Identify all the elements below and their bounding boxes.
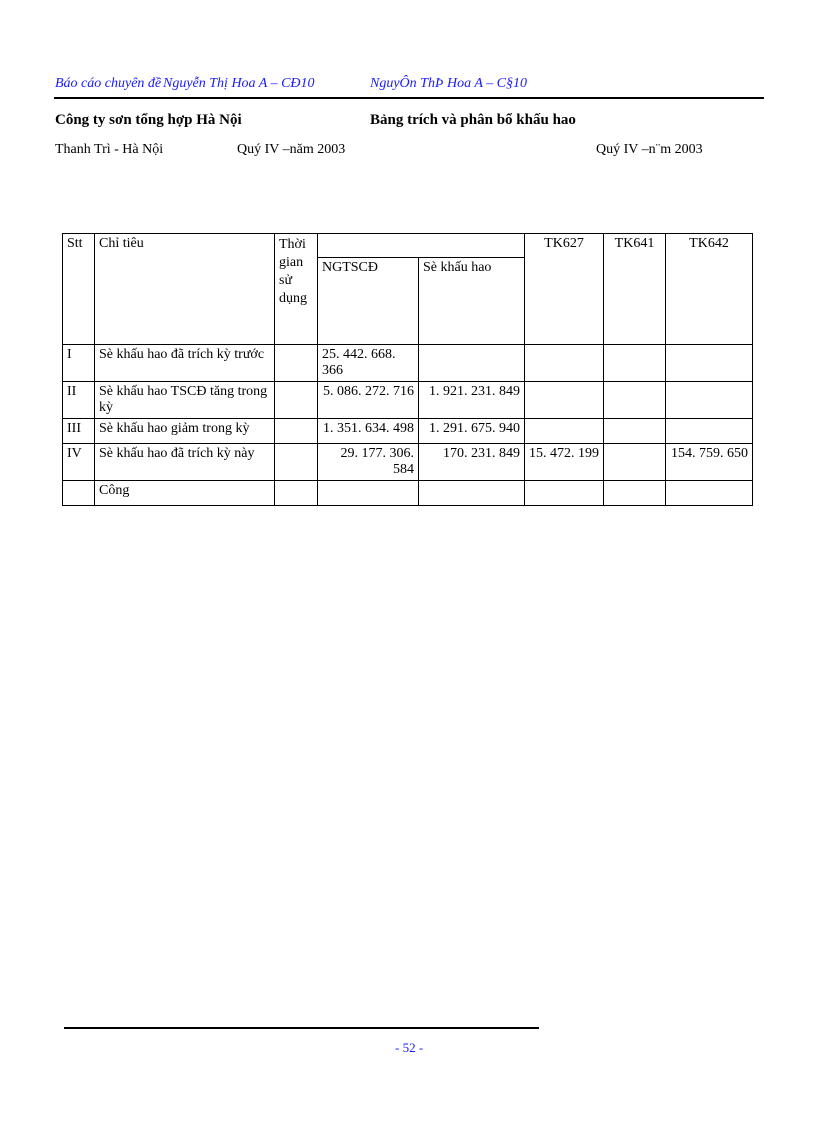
cell-ngtscd	[318, 481, 419, 506]
cell-tk641	[604, 444, 666, 481]
table-row	[63, 382, 753, 419]
header-author-garbled: NguyÔn ThÞ Hoa A – C§10	[370, 76, 527, 91]
cell-tk641	[604, 419, 666, 444]
header-author: Nguyễn Thị Hoa A – CĐ10	[163, 76, 315, 91]
cell-stt: II	[63, 382, 95, 419]
cell-tk627	[525, 345, 604, 382]
table-row	[63, 419, 753, 444]
cell-tk641	[604, 481, 666, 506]
header-tk642: TK642	[666, 234, 753, 345]
cell-chi-tieu: Sè khấu hao đã trích kỳ này	[95, 444, 275, 481]
cell-chi-tieu: Công	[95, 481, 275, 506]
cell-ngtscd: 5. 086. 272. 716	[318, 382, 419, 419]
cell-ngtscd: 29. 177. 306. 584	[318, 444, 419, 481]
company-period: Quý IV –năm 2003	[237, 142, 346, 157]
cell-thoi-gian	[275, 345, 318, 382]
cell-so-khau-hao	[419, 481, 525, 506]
header-tk641: TK641	[604, 234, 666, 345]
cell-chi-tieu: Sè khấu hao giảm trong kỳ	[95, 419, 275, 444]
header-chi-tieu: Chỉ tiêu	[95, 234, 275, 345]
header-thoi-gian: Thời gian sử dụng	[275, 234, 318, 345]
header-tk627: TK627	[525, 234, 604, 345]
footer-rule	[64, 1027, 539, 1029]
cell-stt: I	[63, 345, 95, 382]
cell-tk627	[525, 419, 604, 444]
cell-tk627	[525, 382, 604, 419]
cell-tk642	[666, 382, 753, 419]
cell-stt	[63, 481, 95, 506]
table-row	[63, 345, 753, 382]
cell-tk627: 15. 472. 199	[525, 444, 604, 481]
header-rule	[54, 97, 764, 99]
cell-tk641	[604, 345, 666, 382]
company-name: Công ty sơn tổng hợp Hà Nội	[55, 112, 242, 128]
header-group-blank	[318, 234, 525, 258]
report-title: Bảng trích và phân bổ khấu hao	[370, 112, 576, 128]
page-number: - 52 -	[395, 1040, 424, 1055]
cell-thoi-gian	[275, 419, 318, 444]
table-header-row	[63, 234, 753, 258]
cell-so-khau-hao	[419, 345, 525, 382]
cell-ngtscd: 1. 351. 634. 498	[318, 419, 419, 444]
cell-thoi-gian	[275, 382, 318, 419]
depreciation-table	[62, 233, 753, 506]
company-location: Thanh Trì - Hà Nội	[55, 142, 164, 157]
cell-chi-tieu: Sè khấu hao TSCĐ tăng trong kỳ	[95, 382, 275, 419]
cell-tk642	[666, 345, 753, 382]
cell-chi-tieu: Sè khấu hao đã trích kỳ trước	[95, 345, 275, 382]
cell-so-khau-hao: 1. 921. 231. 849	[419, 382, 525, 419]
cell-tk642	[666, 481, 753, 506]
cell-stt: III	[63, 419, 95, 444]
cell-tk641	[604, 382, 666, 419]
cell-so-khau-hao: 1. 291. 675. 940	[419, 419, 525, 444]
header-so-khau-hao: Sè khấu hao	[419, 258, 525, 345]
header-stt: Stt	[63, 234, 95, 345]
report-period: Quý IV –n¨m 2003	[596, 142, 703, 157]
table-row	[63, 444, 753, 481]
cell-thoi-gian	[275, 444, 318, 481]
cell-ngtscd: 25. 442. 668. 366	[318, 345, 419, 382]
header-ngtscd: NGTSCĐ	[318, 258, 419, 345]
cell-stt: IV	[63, 444, 95, 481]
cell-so-khau-hao: 170. 231. 849	[419, 444, 525, 481]
cell-tk642: 154. 759. 650	[666, 444, 753, 481]
cell-tk627	[525, 481, 604, 506]
cell-tk642	[666, 419, 753, 444]
table-row	[63, 481, 753, 506]
cell-thoi-gian	[275, 481, 318, 506]
header-doc-type: Báo cáo chuyên đề	[55, 76, 162, 91]
